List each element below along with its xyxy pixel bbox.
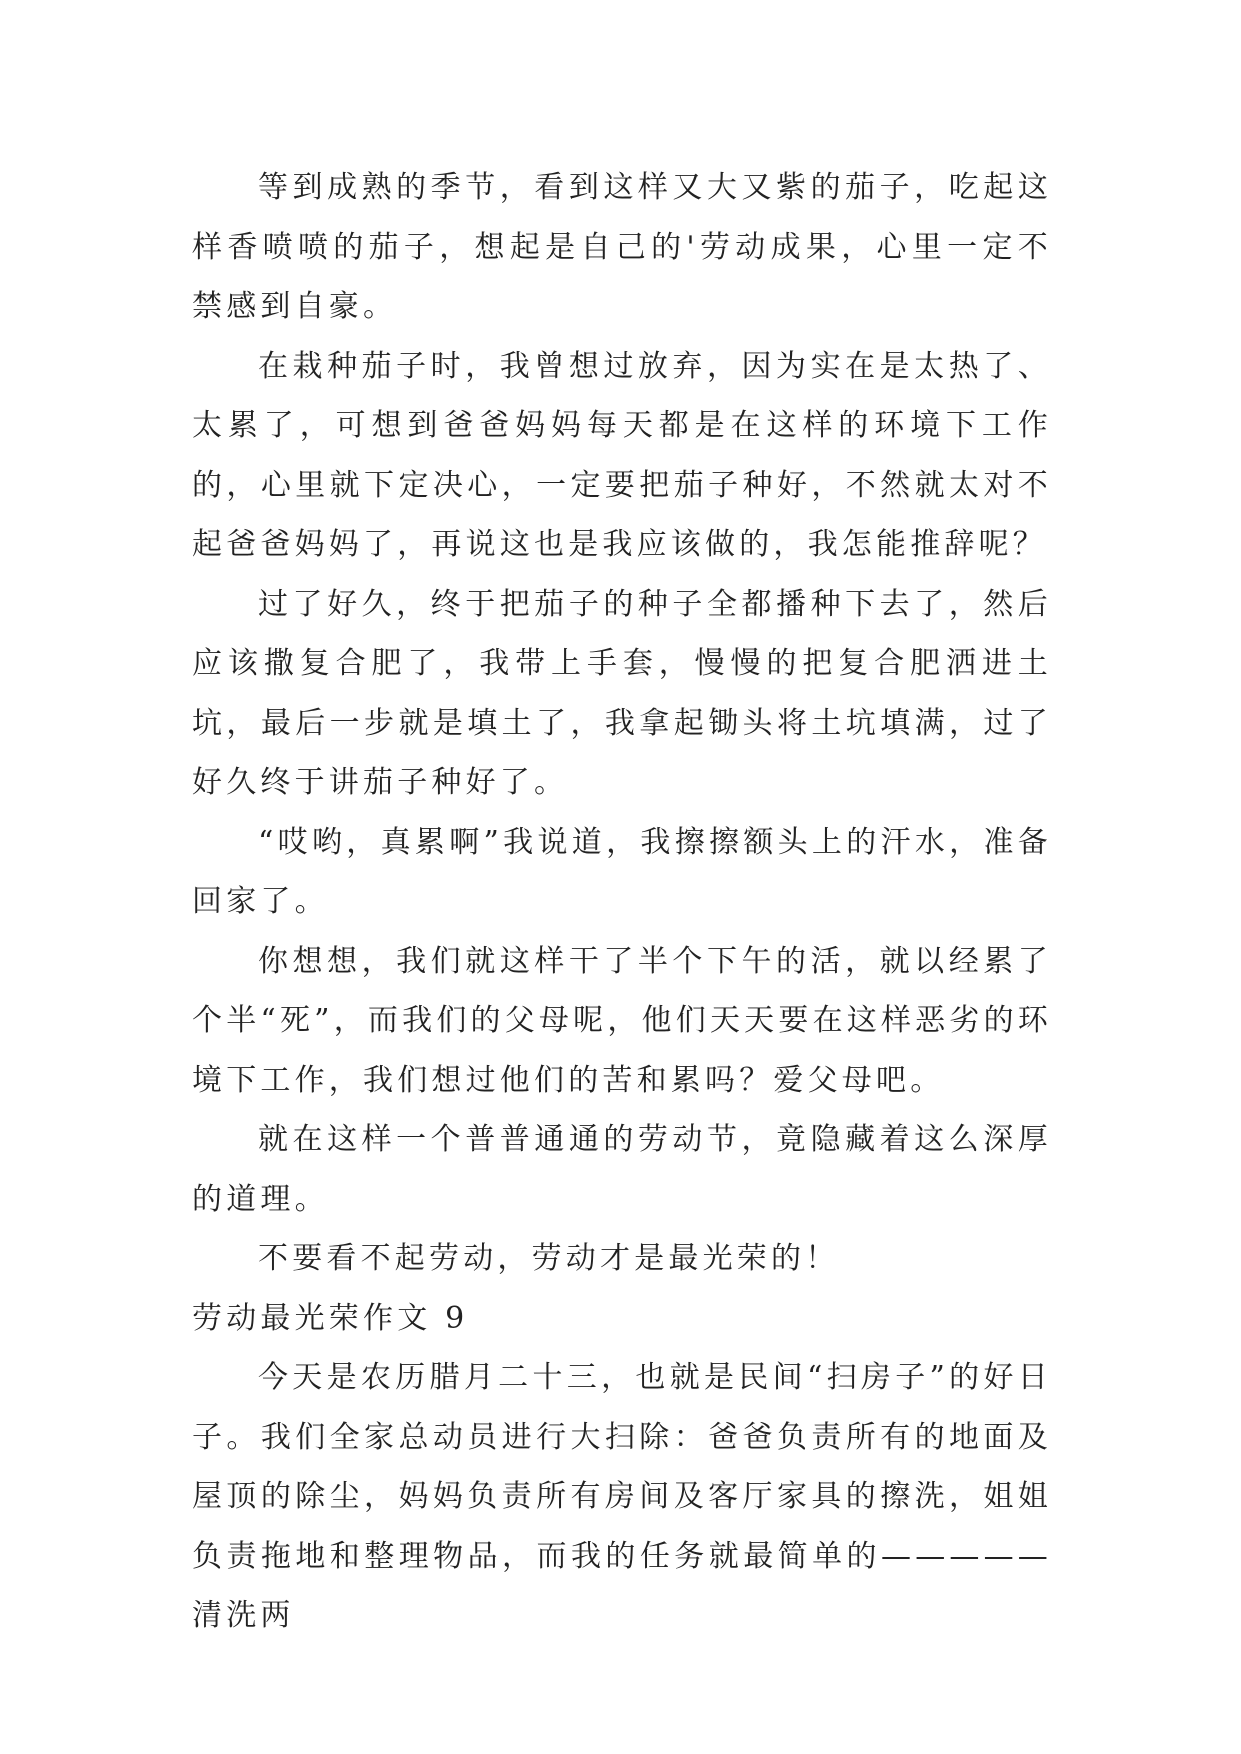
paragraph-planting-thoughts: 在栽种茄子时，我曾想过放弃，因为实在是太热了、太累了，可想到爸爸妈妈每天都是在这样的环境下工作的，心里就下定决心，一定要把茄子种好，不然就太对不起爸爸妈妈了，再说这也是我应该做的，我怎能推辞呢？ — [192, 348, 1052, 562]
document-body — [192, 158, 1052, 1646]
paragraph-so-tired: “哎哟，真累啊”我说道，我擦擦额头上的汗水，准备回家了。 — [192, 824, 1052, 919]
paragraph-sowing-seeds: 过了好久，终于把茄子的种子全都播种下去了，然后应该撒复合肥了，我带上手套，慢慢的把复合肥洒进土坑，最后一步就是填土了，我拿起锄头将土坑填满，过了好久终于讲茄子种好了。 — [192, 586, 1052, 800]
paragraph-spring-cleaning: 今天是农历腊月二十三，也就是民间“扫房子”的好日子。我们全家总动员进行大扫除：爸爸负责所有的地面及屋顶的除尘，妈妈负责所有房间及客厅家具的擦洗，姐姐负责拖地和整理物品，而我的任务就最简单的—————清洗两 — [192, 1360, 1052, 1633]
paragraph-labor-is-glorious: 不要看不起劳动，劳动才是最光荣的！ — [258, 1241, 840, 1276]
paragraph-eggplant-harvest: 等到成熟的季节，看到这样又大又紫的茄子，吃起这样香喷喷的茄子，想起是自己的'劳动成果，心里一定不禁感到自豪。 — [192, 170, 1052, 324]
paragraph-think-of-parents: 你想想，我们就这样干了半个下午的活，就以经累了个半“死”，而我们的父母呢，他们天天要在这样恶劣的环境下工作，我们想过他们的苦和累吗？爱父母吧。 — [192, 943, 1052, 1098]
paragraph-labor-day-lesson: 就在这样一个普普通通的劳动节，竟隐藏着这么深厚的道理。 — [192, 1122, 1052, 1217]
section-title: 劳动最光荣作文 9 — [192, 1300, 469, 1336]
